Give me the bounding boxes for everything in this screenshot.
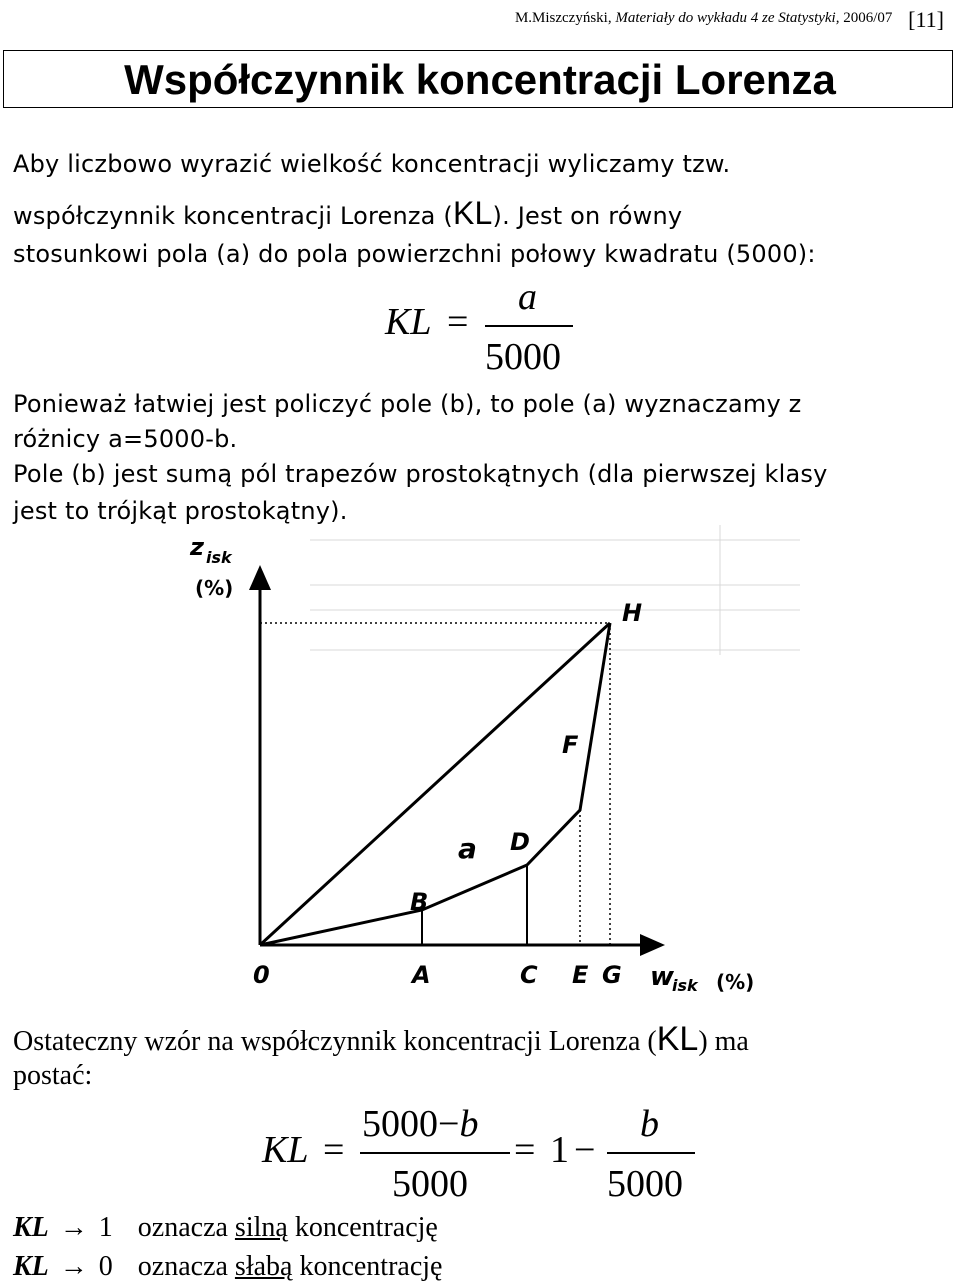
area-a-label: a (458, 832, 477, 865)
formula1-eq: = (447, 301, 469, 343)
formula1-lhs: KL (385, 301, 432, 343)
point-b-label: B (410, 888, 429, 916)
y-axis-label: z (190, 533, 204, 561)
x-axis-unit: (%) (716, 970, 755, 994)
final-line-2: postać: (13, 1060, 93, 1091)
legend-1-text-a: oznacza (137, 1212, 235, 1243)
arrow-icon: → (59, 1251, 88, 1282)
intro-line-2 (13, 195, 682, 232)
formula2-den1: 5000 (392, 1163, 468, 1205)
origin-label: 0 (253, 961, 270, 989)
legend-1-symbol: KL (13, 1212, 49, 1243)
formula1-num: a (518, 276, 537, 318)
legend-1-value: 1 (98, 1212, 113, 1243)
legend-2-value: 0 (98, 1251, 113, 1282)
explanation-line-4: jest to trójkąt prostokątny). (13, 497, 348, 525)
page-number: [11] (908, 7, 944, 32)
intro-kl: KL (452, 195, 493, 231)
formula2-eq2: = (514, 1129, 536, 1171)
formula2-minus2: − (574, 1129, 596, 1171)
formula2-num1-minus: − (438, 1103, 460, 1145)
formula2-num1-b: b (459, 1103, 479, 1145)
formula2-eq1: = (323, 1129, 345, 1171)
point-h-label: H (622, 599, 643, 627)
lorenz-figure (160, 525, 800, 1005)
point-g-label: G (602, 961, 622, 989)
intro-line-1: Aby liczbowo wyrazić wielkość koncentracji wyliczamy tzw. (13, 150, 731, 178)
drop-lines (422, 865, 527, 945)
page-title: Współczynnik koncentracji Lorenza (124, 56, 836, 103)
legend-1-text-ul: silną (234, 1212, 288, 1243)
formula2-num1 (362, 1102, 478, 1146)
equality-line (260, 623, 610, 945)
point-e-label: E (572, 961, 589, 989)
final-kl: KL (656, 1020, 699, 1058)
y-axis-unit: (%) (195, 576, 234, 600)
explanation-line-1: Ponieważ łatwiej jest policzyć pole (b), to pole (a) wyznaczamy z (13, 390, 802, 418)
formula2-lhs: KL (262, 1129, 309, 1171)
x-axis-arrow (640, 934, 665, 956)
final-line-1 (13, 1020, 749, 1059)
formula2-one: 1 (550, 1129, 569, 1171)
final-line-1b: ) ma (698, 1026, 749, 1057)
header-year: 2006/07 (843, 10, 893, 26)
formula2-fraction-line-2 (607, 1152, 695, 1154)
explanation-line-2: różnicy a=5000-b. (13, 425, 238, 453)
explanation-line-3: Pole (b) jest sumą pól trapezów prostokątnych (dla pierwszej klasy (13, 460, 828, 488)
point-a-label: A (412, 961, 431, 989)
point-d-label: D (510, 828, 530, 856)
formula2-num1-value: 5000 (362, 1103, 438, 1145)
header-course: Materiały do wykładu 4 ze Statystyki, (615, 10, 840, 26)
final-line-1a: Ostateczny wzór na współczynnik koncentracji Lorenza ( (13, 1026, 657, 1057)
intro-line-2b: ). Jest on równy (492, 202, 683, 230)
formula2-fraction-line-1 (360, 1152, 510, 1154)
legend-2-symbol: KL (13, 1251, 49, 1282)
legend-2-text-a: oznacza (137, 1251, 235, 1282)
y-axis-sub: isk (206, 548, 232, 567)
legend-1-text-b: koncentrację (287, 1212, 438, 1243)
intro-line-2a: współczynnik koncentracji Lorenza ( (13, 202, 453, 230)
header-author: M.Miszczyński, (514, 10, 612, 26)
arrow-icon: → (59, 1212, 88, 1243)
y-axis-arrow (249, 565, 271, 590)
formula2-num2: b (640, 1103, 659, 1145)
formula1-den: 5000 (485, 336, 561, 378)
point-c-label: C (520, 961, 538, 989)
x-axis-sub: isk (672, 976, 698, 995)
legend-line-strong (13, 1212, 438, 1244)
intro-line-3: stosunkowi pola (a) do pola powierzchni połowy kwadratu (5000): (13, 240, 816, 268)
legend-line-weak (13, 1251, 442, 1283)
legend-2-text-b: koncentrację (292, 1251, 443, 1282)
legend-2-text-ul: słabą (234, 1251, 293, 1282)
formula2-den2: 5000 (607, 1163, 683, 1205)
page-header (514, 2, 944, 32)
x-axis-label: w (650, 962, 675, 992)
formula1-fraction-line (485, 325, 573, 327)
point-f-label: F (562, 731, 579, 759)
scan-background (310, 525, 800, 655)
